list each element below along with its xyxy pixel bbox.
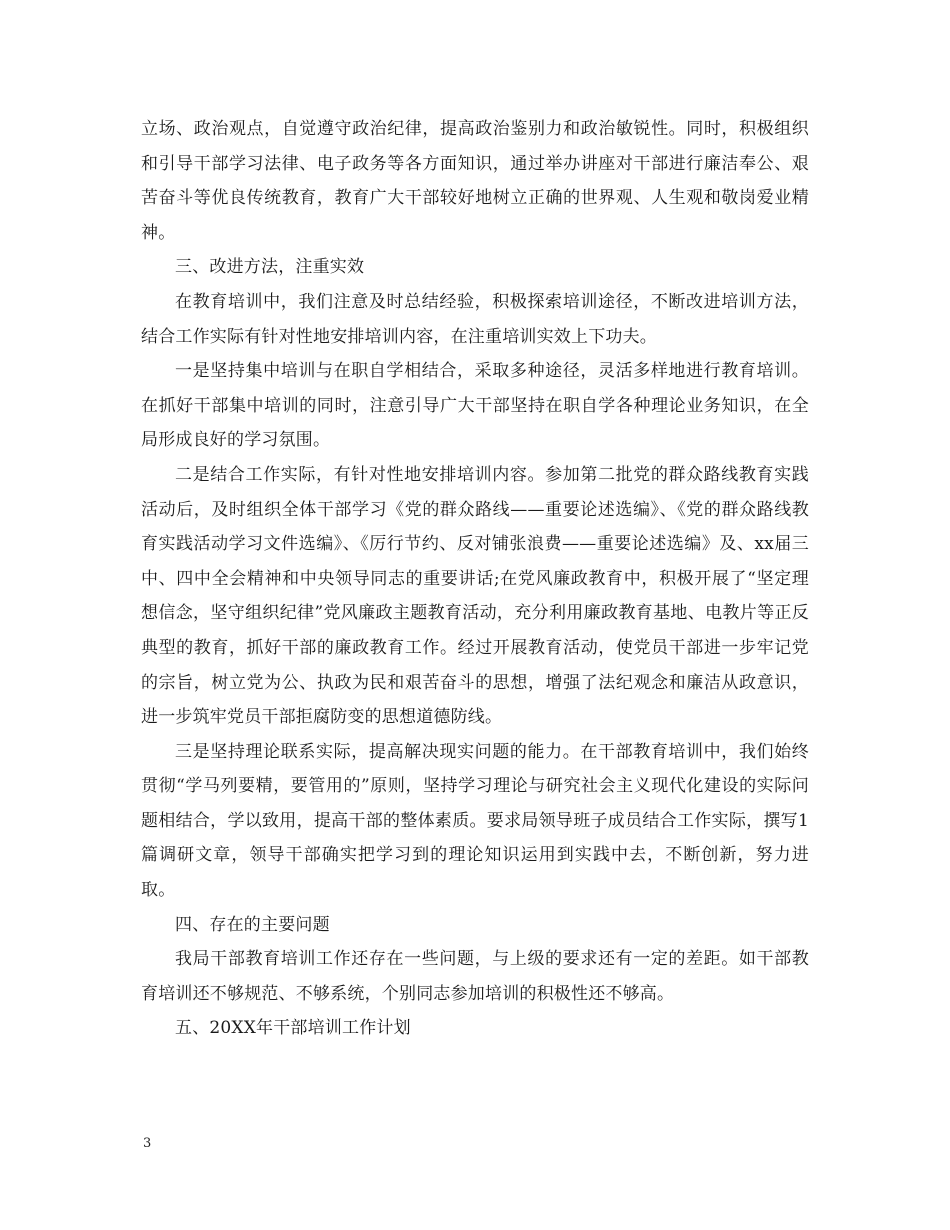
- paragraph-point-two: 二是结合工作实际，有针对性地安排培训内容。参加第二批党的群众路线教育实践活动后，及时组织全体干部学习《党的群众路线——重要论述选编》、《党的群众路线教育实践活动学习文件选编》、《厉行节约、反对铺张浪费——重要论述选编》及、xx届三中、四中全会精神和中央领导同志的重要讲话;在党风廉政教育中，积极开展了“坚定理想信念，坚守组织纪律”党风廉政主题教育活动，充分利用廉政教育基地、电教片等正反典型的教育，抓好干部的廉政教育工作。经过开展教育活动，使党员干部进一步牢记党的宗旨，树立党为公、执政为民和艰苦奋斗的思想，增强了法纪观念和廉洁从政意识，进一步筑牢党员干部拒腐防变的思想道德防线。: [141, 464, 809, 728]
- section-heading-main-problems: 四、存在的主要问题: [175, 914, 330, 935]
- paragraph-point-three: 三是坚持理论联系实际，提高解决现实问题的能力。在干部教育培训中，我们始终贯彻“学马列要精，要管用的”原则，坚持学习理论与研究社会主义现代化建设的实际问题相结合，学以致用，提高干部的整体素质。要求局领导班子成员结合工作实际，撰写1篇调研文章，领导干部确实把学习到的理论知识运用到实践中去，不断创新，努力进取。: [141, 741, 809, 901]
- document-body: [141, 112, 809, 1046]
- page-number: 3: [143, 1136, 152, 1151]
- section-heading-training-plan: 五、20XX年干部培训工作计划: [175, 1018, 411, 1039]
- paragraph-continuation: 立场、政治观点，自觉遵守政治纪律，提高政治鉴别力和政治敏锐性。同时，积极组织和引导干部学习法律、电子政务等各方面知识，通过举办讲座对干部进行廉洁奉公、艰苦奋斗等优良传统教育，教育广大干部较好地树立正确的世界观、人生观和敬岗爱业精神。: [141, 119, 809, 243]
- paragraph-problems: 我局干部教育培训工作还存在一些问题，与上级的要求还有一定的差距。如干部教育培训还不够规范、不够系统，个别同志参加培训的积极性还不够高。: [141, 949, 809, 1004]
- paragraph-training-overview: 在教育培训中，我们注意及时总结经验，积极探索培训途径，不断改进培训方法，结合工作实际有针对性地安排培训内容，在注重培训实效上下功夫。: [141, 291, 809, 347]
- paragraph-point-one: 一是坚持集中培训与在职自学相结合，采取多种途径，灵活多样地进行教育培训。在抓好干部集中培训的同时，注意引导广大干部坚持在职自学各种理论业务知识，在全局形成良好的学习氛围。: [141, 361, 809, 451]
- section-heading-improve-methods: 三、改进方法，注重实效: [175, 257, 365, 278]
